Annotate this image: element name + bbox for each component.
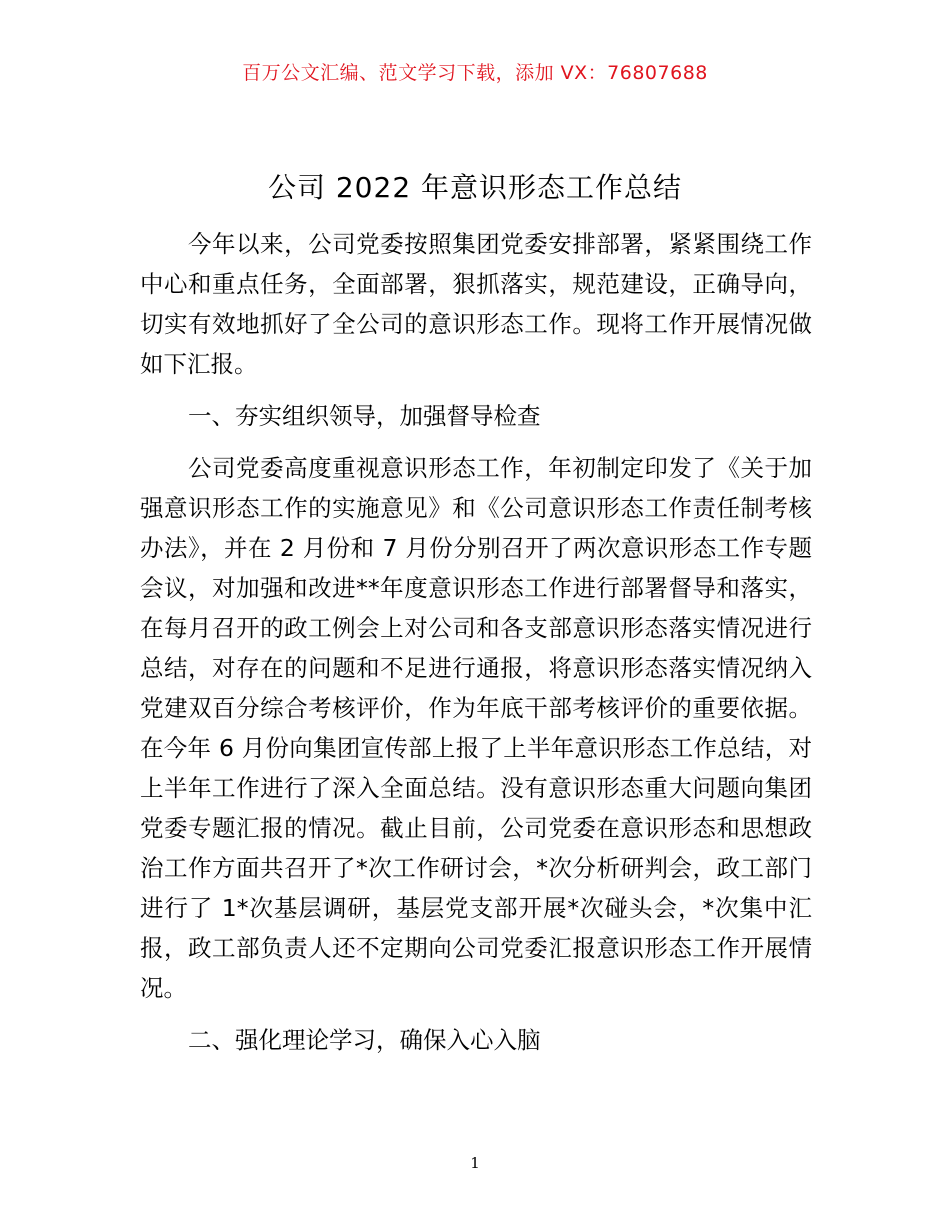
header-note: 百万公文汇编、范文学习下载，添加 VX：76807688 <box>242 62 708 84</box>
document-body <box>140 224 812 1072</box>
document-title: 公司 2022 年意识形态工作总结 <box>267 171 683 204</box>
section-1-paragraph: 公司党委高度重视意识形态工作，年初制定印发了《关于加强意识形态工作的实施意见》和《公司意识形态工作责任制考核办法》，并在 2 月份和 7 月份分别召开了两次意识形态工作专题会议，对加强和改进**年度意识形态工作进行部署督导和落实，在每月召开的政工例会上对公司和各支部意识形态落实情况进行总结，对存在的问题和不足进行通报，将意识形态落实情况纳入党建双百分综合考核评价，作为年底干部考核评价的重要依据。在今年 6 月份向集团宣传部上报了上半年意识形态工作总结，对上半年工作进行了深入全面总结。没有意识形态重大问题向集团党委专题汇报的情况。截止目前，公司党委在意识形态和思想政治工作方面共召开了*次工作研讨会，*次分析研判会，政工部门进行了 1*次基层调研，基层党支部开展*次碰头会，*次集中汇报，政工部负责人还不定期向公司党委汇报意识形态工作开展情况。 <box>140 454 812 1002</box>
section-2-heading: 二、强化理论学习，确保入心入脑 <box>188 1026 541 1054</box>
section-1-heading: 一、夯实组织领导，加强督导检查 <box>188 402 541 430</box>
intro-paragraph: 今年以来，公司党委按照集团党委安排部署，紧紧围绕工作中心和重点任务，全面部署，狠抓落实，规范建设，正确导向，切实有效地抓好了全公司的意识形态工作。现将工作开展情况做如下汇报。 <box>140 230 812 378</box>
page-number: 1 <box>470 1154 480 1172</box>
